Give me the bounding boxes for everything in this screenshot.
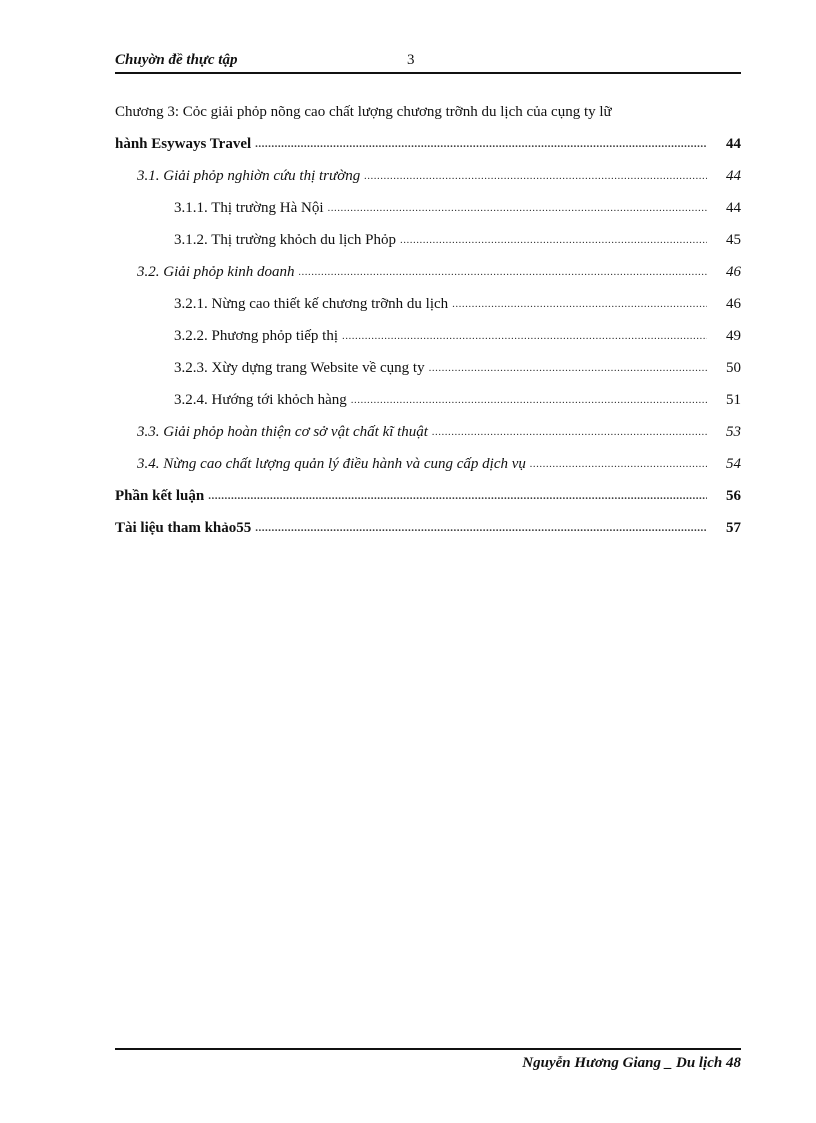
toc-entry-3-4[interactable]: [115, 448, 741, 480]
toc-label: 3.1.1. Thị trường Hà Nội: [174, 199, 324, 216]
toc-label: 3.1. Giải phỏp nghiờn cứu thị trường: [137, 167, 361, 184]
header-title: Chuyờn đề thực tập: [115, 52, 238, 68]
toc-entry-3-2-1[interactable]: [115, 288, 741, 320]
toc-chapter-heading-line2[interactable]: [115, 128, 741, 160]
toc-label: 3.2.3. Xừy dựng trang Website về cụng ty: [174, 359, 425, 376]
toc-entry-3-1[interactable]: [115, 160, 741, 192]
toc-page: 57: [726, 519, 741, 536]
toc-page: 53: [726, 423, 741, 440]
toc-page: 44: [726, 167, 741, 184]
toc-page: 45: [726, 231, 741, 248]
toc-entry-conclusion[interactable]: [115, 480, 741, 512]
toc-leader: [351, 394, 707, 406]
toc-label: Phần kết luận: [115, 487, 205, 504]
toc-entry-3-2-3[interactable]: [115, 352, 741, 384]
toc-leader: [429, 362, 707, 374]
toc-leader: [208, 490, 707, 502]
toc-label: hành Esyways Travel: [115, 135, 252, 152]
toc-page: 49: [726, 327, 741, 344]
toc-label: 3.2.2. Phương phỏp tiếp thị: [174, 327, 338, 344]
toc-page: 50: [726, 359, 741, 376]
toc-label: 3.2.4. Hướng tới khỏch hàng: [174, 391, 347, 408]
toc-label: 3.2. Giải phỏp kinh doanh: [137, 263, 295, 280]
toc-label: 3.2.1. Nừng cao thiết kế chương trỡnh du lịch: [174, 295, 449, 312]
toc-entry-3-1-1[interactable]: [115, 192, 741, 224]
toc-leader: [299, 266, 708, 278]
toc-leader: [452, 298, 707, 310]
toc-page: 46: [726, 263, 741, 280]
footer-rule: [115, 1048, 741, 1050]
toc-entry-3-2-2[interactable]: [115, 320, 741, 352]
toc-label: 3.4. Nừng cao chất lượng quản lý điều hành và cung cấp dịch vụ: [137, 455, 526, 472]
page-header: [115, 52, 741, 72]
toc-label: 3.3. Giải phỏp hoàn thiện cơ sở vật chất kĩ thuật: [137, 423, 428, 440]
toc-page: 56: [726, 487, 741, 504]
toc-leader: [328, 202, 707, 214]
toc-page: 54: [726, 455, 741, 472]
header-page-number: 3: [407, 52, 415, 68]
toc-entry-3-1-2[interactable]: [115, 224, 741, 256]
toc-leader: [342, 330, 707, 342]
toc-page: 46: [726, 295, 741, 312]
toc-entry-3-2[interactable]: [115, 256, 741, 288]
toc-leader: [432, 426, 707, 438]
toc-chapter-heading-text: Chương 3: Cỏc giải phỏp nõng cao chất lượng chương trỡnh du lịch của cụng ty lữ: [115, 103, 612, 120]
toc-leader: [364, 170, 707, 182]
header-rule: [115, 72, 741, 74]
toc-page: 44: [726, 199, 741, 216]
toc-entry-3-2-4[interactable]: [115, 384, 741, 416]
toc-page: 44: [726, 135, 741, 152]
toc-chapter-heading-line1: [115, 96, 741, 128]
toc-label: Tài liệu tham khảo55: [115, 519, 252, 536]
toc-leader: [255, 522, 707, 534]
toc-entry-3-3[interactable]: [115, 416, 741, 448]
toc-leader: [530, 458, 707, 470]
toc-label: 3.1.2. Thị trường khỏch du lịch Phỏp: [174, 231, 397, 248]
toc-page: 51: [726, 391, 741, 408]
footer-author: Nguyễn Hương Giang _ Du lịch 48: [522, 1055, 741, 1071]
toc-leader: [255, 138, 707, 150]
toc-leader: [400, 234, 707, 246]
toc-entry-references[interactable]: [115, 512, 741, 544]
